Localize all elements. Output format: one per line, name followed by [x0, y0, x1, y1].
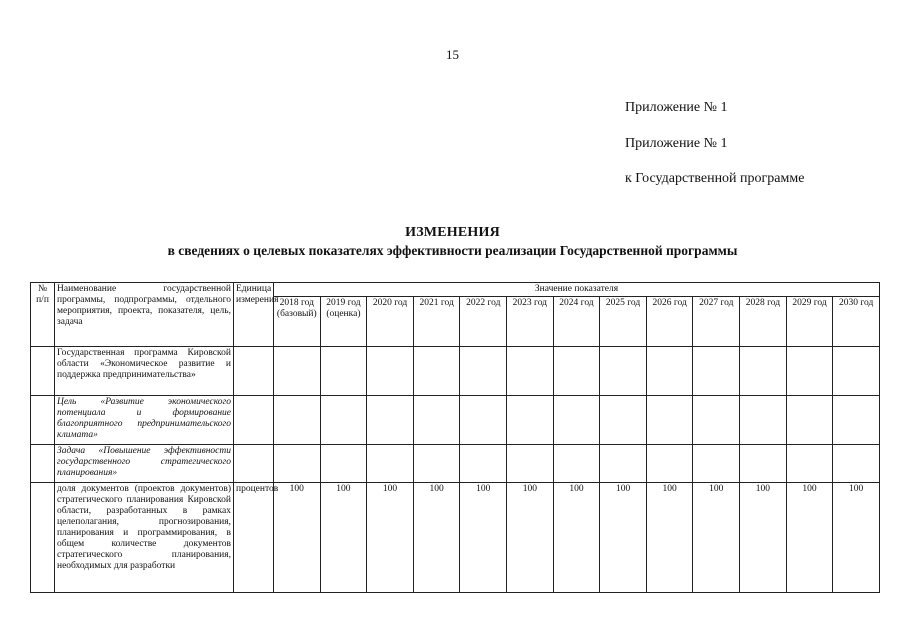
- row-unit: [234, 445, 274, 483]
- header-year: 2021 год: [413, 297, 460, 347]
- row-name: Государственная программа Кировской области «Экономическое развитие и поддержка предпринимательства»: [55, 347, 234, 396]
- row-value: 100: [507, 483, 554, 593]
- row-name: доля документов (проектов документов) стратегического планирования Кировской области, разработанных в рамках целеполагания, прогнозирования, планирования и программирования, в общем количестве документов стратегического планирования, необходимых для разработки: [55, 483, 234, 593]
- header-year: 2025 год: [600, 297, 647, 347]
- row-value: 100: [693, 483, 740, 593]
- header-year: 2030 год: [833, 297, 880, 347]
- row-value: 100: [274, 483, 321, 593]
- row-value: 100: [367, 483, 414, 593]
- appendix-line-2: Приложение № 1: [625, 136, 728, 151]
- table-row: [31, 396, 880, 445]
- table-row: [31, 445, 880, 483]
- row-value: 100: [600, 483, 647, 593]
- header-year: 2029 год: [786, 297, 833, 347]
- document-subtitle: в сведениях о целевых показателях эффективности реализации Государственной программы: [167, 243, 738, 258]
- table-row: [31, 483, 880, 593]
- row-num: [31, 396, 55, 445]
- row-value: 100: [740, 483, 787, 593]
- header-value-group: Значение показателя: [274, 283, 880, 297]
- page-number: 15: [446, 47, 459, 62]
- row-value: 100: [413, 483, 460, 593]
- row-value: 100: [786, 483, 833, 593]
- header-year: 2018 год (базовый): [274, 297, 321, 347]
- row-unit: процентов: [234, 483, 274, 593]
- row-num: [31, 483, 55, 593]
- row-name: Задача «Повышение эффективности государственного стратегического планирования»: [55, 445, 234, 483]
- row-value: 100: [833, 483, 880, 593]
- header-num: № п/п: [31, 283, 55, 347]
- row-unit: [234, 396, 274, 445]
- header-year: 2028 год: [740, 297, 787, 347]
- header-year: 2026 год: [646, 297, 693, 347]
- header-year: 2024 год: [553, 297, 600, 347]
- header-year: 2027 год: [693, 297, 740, 347]
- header-year: 2020 год: [367, 297, 414, 347]
- header-year: 2022 год: [460, 297, 507, 347]
- header-name: Наименование государственной программы, подпрограммы, отдельного мероприятия, проекта, показателя, цель, задача: [55, 283, 234, 347]
- row-num: [31, 347, 55, 396]
- row-num: [31, 445, 55, 483]
- header-year: 2023 год: [507, 297, 554, 347]
- indicators-table: [30, 282, 880, 593]
- header-year: 2019 год (оценка): [320, 297, 367, 347]
- row-value: 100: [320, 483, 367, 593]
- row-value: 100: [460, 483, 507, 593]
- table-row: [31, 347, 880, 396]
- header-unit: Единица измерения: [234, 283, 274, 347]
- row-name: Цель «Развитие экономического потенциала и формирование благоприятного предпринимательского климата»: [55, 396, 234, 445]
- appendix-line-3: к Государственной программе: [625, 171, 805, 186]
- row-value: 100: [646, 483, 693, 593]
- row-unit: [234, 347, 274, 396]
- row-value: 100: [553, 483, 600, 593]
- document-title: ИЗМЕНЕНИЯ: [405, 225, 500, 240]
- appendix-line-1: Приложение № 1: [625, 100, 728, 115]
